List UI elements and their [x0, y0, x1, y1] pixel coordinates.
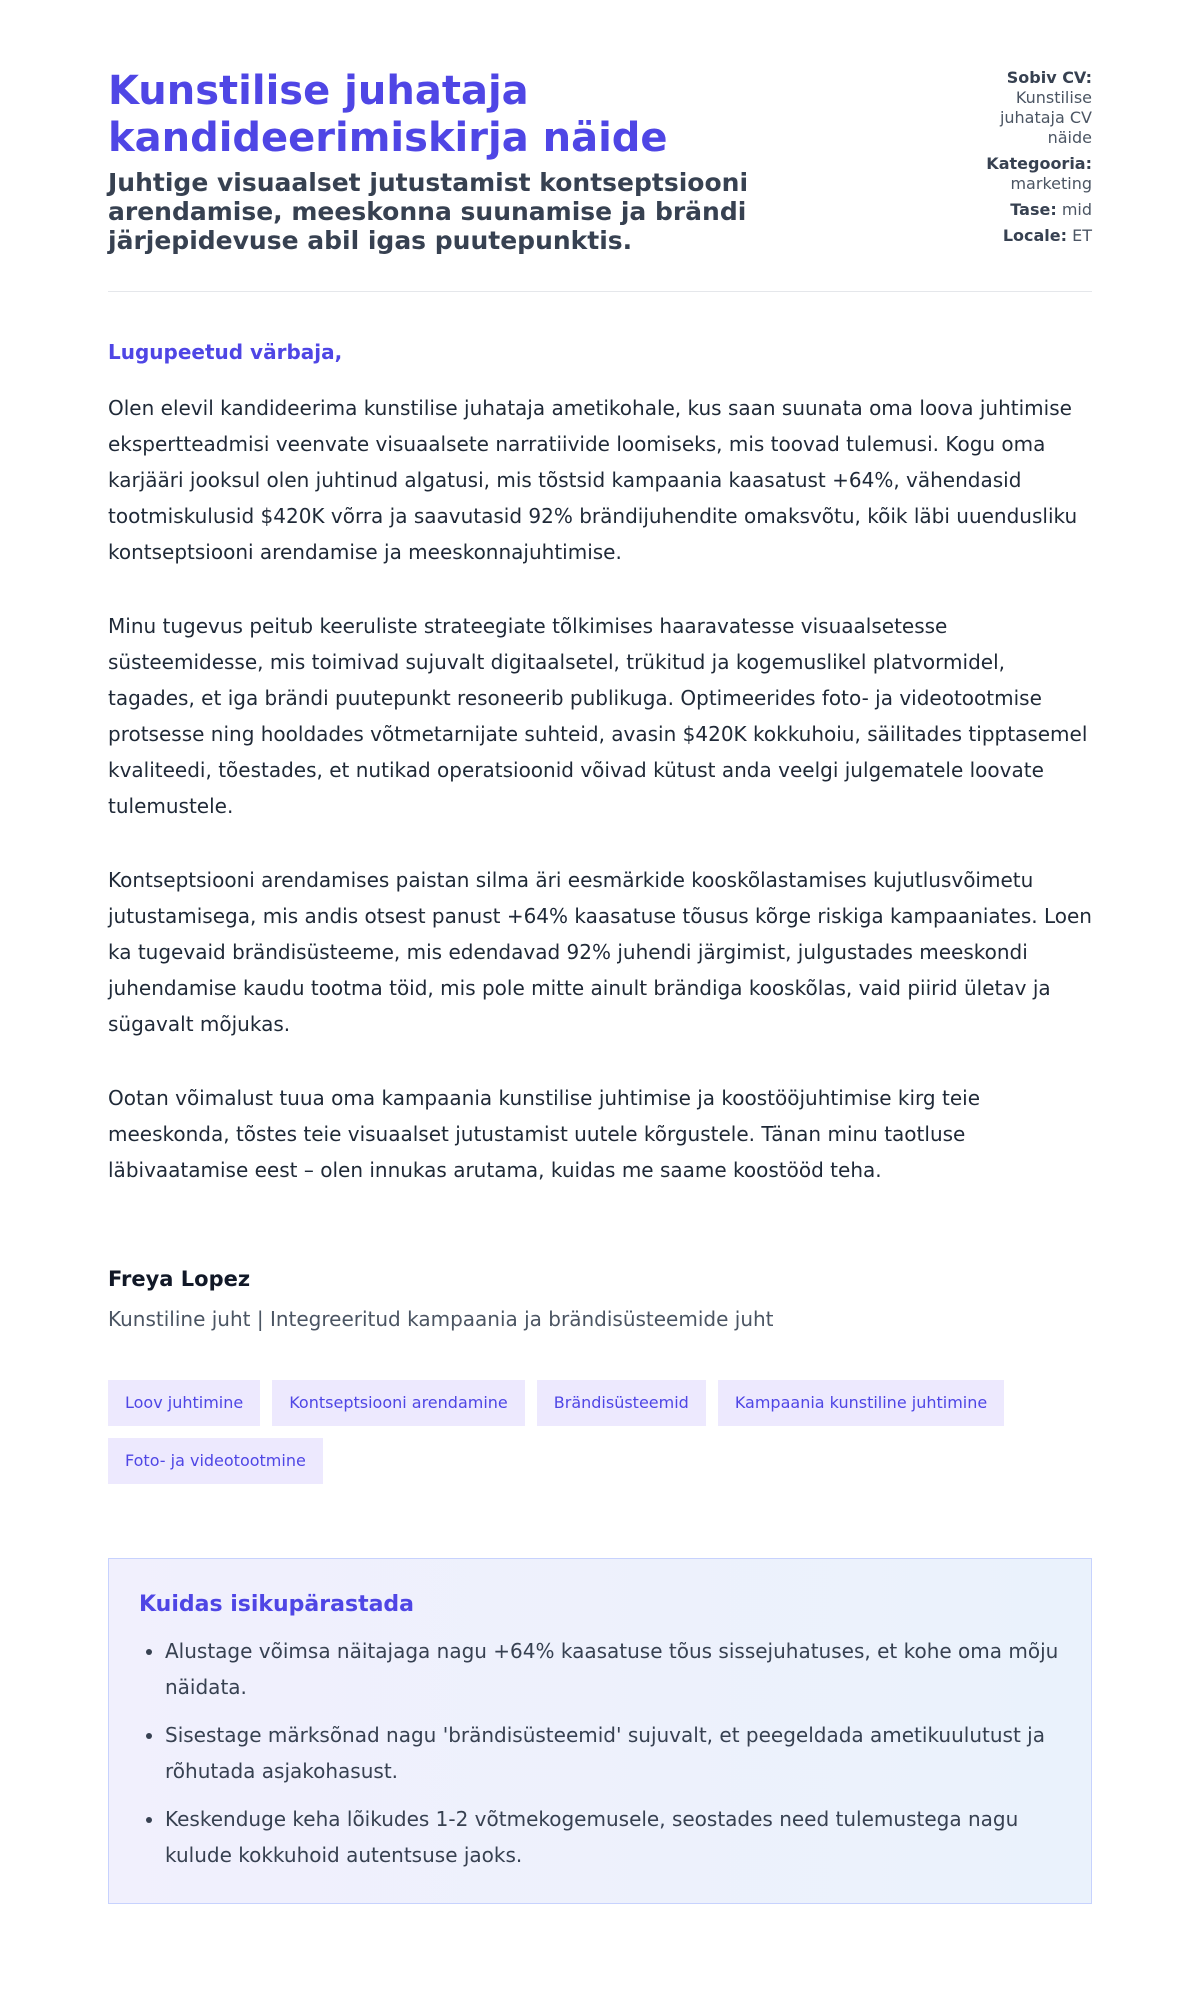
personalization-tips	[108, 1558, 1092, 1904]
skill-tags	[108, 1380, 1092, 1484]
tips-list	[139, 1633, 1061, 1873]
meta-level-value: mid	[1061, 200, 1092, 219]
skill-tag: Foto- ja videotootmine	[108, 1438, 323, 1484]
meta-category-label: Kategooria:	[986, 154, 1092, 173]
meta-cv-label: Sobiv CV:	[1006, 68, 1092, 87]
letter-salutation: Lugupeetud värbaja,	[108, 340, 343, 364]
letter-paragraph: Olen elevil kandideerima kunstilise juhataja ametikohale, kus saan suunata oma loova juhtimise ekspertteadmisi veenvate visuaalsete narratiivide loomiseks, mis toovad tulemusi. Kogu oma karjääri jooksul olen juhtinud algatusi, mis tõstsid kampaania kaasatust +64%, vähendasid tootmiskulusid $420K võrra ja saavutasid 92% brändijuhendite omaksvõtu, kõik läbi uuendusliku kontseptsiooni arendamise ja meeskonnajuhtimise.	[108, 396, 1078, 564]
signature-name: Freya Lopez	[108, 1267, 251, 1291]
meta-level-label: Tase:	[1010, 200, 1057, 219]
tips-title: Kuidas isikupärastada	[139, 1592, 415, 1617]
meta-locale-value: ET	[1072, 226, 1092, 245]
skill-tag: Kampaania kunstiline juhtimine	[718, 1380, 1004, 1426]
meta-locale-label: Locale:	[1002, 226, 1068, 245]
letter-paragraph: Ootan võimalust tuua oma kampaania kunstilise juhtimise ja koostööjuhtimise kirg teie meeskonda, tõstes teie visuaalset jutustamist uutele kõrgustele. Tänan minu taotluse läbivaatamise eest – olen innukas arutama, kuidas me saame koostööd teha.	[108, 1086, 980, 1182]
meta-locale	[952, 226, 1092, 246]
letter-paragraph: Minu tugevus peitub keeruliste strateegiate tõlkimises haaravatesse visuaalsetesse süsteemidesse, mis toimivad sujuvalt digitaalsetel, trükitud ja kogemuslikel platvormidel, tagades, et iga brändi puutepunkt resoneerib publikuga. Optimeerides foto- ja videotootmise protsesse ning hooldades võtmetarnijate suhteid, avasin $420K kokkuhoiu, säilitades tipptasemel kvaliteedi, tõestades, et nutikad operatsioonid võivad kütust anda veelgi julgematele loovate tulemustele.	[108, 614, 1088, 818]
tip-item: • Sisestage märksõnad nagu 'brändisüsteemid' sujuvalt, et peegeldada ametikuulutust ja rõhutada asjakohasust.	[165, 1717, 1061, 1789]
letter-paragraph: Kontseptsiooni arendamises paistan silma äri eesmärkide kooskõlastamises kujutlusvõimetu jutustamisega, mis andis otsest panust +64% kaasatuse tõusus kõrge riskiga kampaaniates. Loen ka tugevaid brändisüsteeme, mis edendavad 92% juhendi järgimist, julgustades meeskondi juhendamise kaudu tootma töid, mis pole mitte ainult brändiga kooskõlas, vaid piirid ületav ja sügavalt mõjukas.	[108, 868, 1092, 1036]
meta-level	[952, 200, 1092, 220]
page-title: Kunstilise juhataja kandideerimiskirja näide	[108, 68, 668, 161]
skill-tag: Loov juhtimine	[108, 1380, 260, 1426]
meta-category-value: marketing	[1010, 174, 1092, 193]
letter-body	[108, 390, 1092, 1188]
page-header	[108, 0, 1092, 292]
meta-panel	[952, 68, 1092, 252]
meta-cv-value: Kunstilise juhataja CV näide	[999, 88, 1092, 147]
header-titles	[108, 68, 808, 255]
signature-title: Kunstiline juht | Integreeritud kampaania ja brändisüsteemide juht	[108, 1307, 774, 1331]
tip-item: • Keskenduge keha lõikudes 1-2 võtmekogemusele, seostades need tulemustega nagu kulude kokkuhoid autentsuse jaoks.	[165, 1801, 1061, 1873]
page-subtitle: Juhtige visuaalset jutustamist kontseptsiooni arendamise, meeskonna suunamise ja brändi järjepidevuse abil igas puutepunktis.	[108, 168, 749, 255]
skill-tag: Kontseptsiooni arendamine	[272, 1380, 525, 1426]
meta-category	[952, 154, 1092, 194]
letter-signature	[108, 1266, 1092, 1332]
skill-tag: Brändisüsteemid	[537, 1380, 706, 1426]
tip-item: • Alustage võimsa näitajaga nagu +64% kaasatuse tõus sissejuhatuses, et kohe oma mõju näidata.	[165, 1633, 1061, 1705]
meta-cv	[952, 68, 1092, 148]
